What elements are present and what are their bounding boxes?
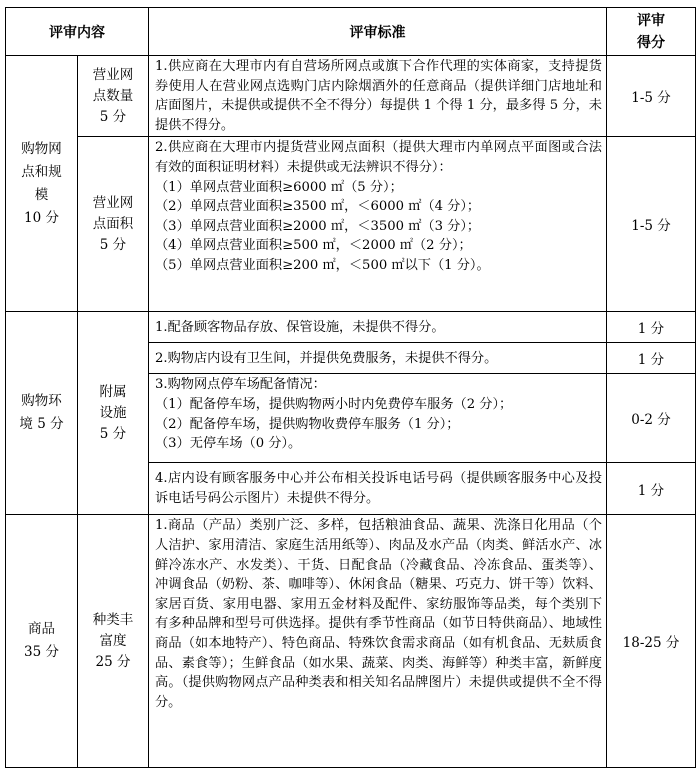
score-cell: 0-2 分 bbox=[607, 374, 696, 463]
subcategory-line: 5 分 bbox=[99, 108, 127, 125]
header-content: 评审内容 bbox=[6, 8, 149, 56]
table-row bbox=[6, 515, 696, 768]
subcategory-line: 附属 bbox=[99, 383, 127, 400]
subcategory-line: 设施 bbox=[99, 404, 127, 421]
table-row bbox=[6, 312, 696, 343]
category-line: 10 分 bbox=[24, 209, 59, 226]
option-line: （4）单网点营业面积≥500 ㎡，＜2000 ㎡（2 分）； bbox=[155, 238, 472, 254]
criterion-text: 2.购物店内设有卫生间，并提供免费服务，未提供不得分。 bbox=[155, 350, 498, 366]
option-line: （5）单网点营业面积≥200 ㎡，＜500 ㎡以下（1 分）。 bbox=[155, 257, 490, 273]
criterion-cell bbox=[149, 343, 607, 374]
subcategory-line: 种类丰 bbox=[92, 611, 134, 628]
subcategory-line: 5 分 bbox=[99, 236, 127, 253]
option-line: （1）配备停车场，提供购物两小时内免费停车服务（2 分）； bbox=[155, 396, 513, 412]
category-line: 35 分 bbox=[24, 644, 59, 661]
table-row bbox=[6, 56, 696, 137]
subcategory-line: 点面积 bbox=[92, 215, 134, 232]
criterion-cell bbox=[149, 374, 607, 463]
header-row bbox=[6, 8, 696, 56]
subcategory-line: 营业网 bbox=[92, 194, 134, 211]
score-cell: 1 分 bbox=[607, 312, 696, 343]
category-line: 模 bbox=[34, 186, 49, 203]
score-cell: 1 分 bbox=[607, 463, 696, 515]
subcategory-line: 富度 bbox=[99, 632, 127, 649]
criterion-cell bbox=[149, 515, 607, 768]
category-line: 购物网 bbox=[21, 140, 62, 157]
score-cell: 18-25 分 bbox=[607, 515, 696, 768]
category-line: 点和规 bbox=[21, 163, 62, 180]
criterion-text: 1.配备顾客物品存放、保管设施，未提供不得分。 bbox=[155, 319, 445, 335]
criterion-cell bbox=[149, 312, 607, 343]
criterion-text: 1.供应商在大理市内有自营场所网点或旗下合作代理的实体商家，支持提货券使用人在营业网点选购门店内除烟酒外的任意商品（提供详细门店地址和店面图片，未提供或提供不全不得分）每提供 1 个得 1 分，最多得 5 分，未提供不得分。 bbox=[155, 59, 602, 133]
header-score-line: 得分 bbox=[637, 34, 665, 51]
option-line: （2）单网点营业面积≥3500 ㎡，＜6000 ㎡（4 分）； bbox=[155, 199, 481, 215]
header-score-line: 评审 bbox=[637, 12, 665, 29]
criterion-text: 2.供应商在大理市内提货营业网点面积（提供大理市内单网点平面图或合法有效的面积证明材料）未提供或无法辨识不得分）： bbox=[155, 140, 602, 175]
score-cell: 1-5 分 bbox=[607, 137, 696, 312]
score-cell: 1 分 bbox=[607, 343, 696, 374]
criterion-text: 3.购物网点停车场配备情况： bbox=[155, 377, 326, 393]
subcategory-line: 营业网 bbox=[92, 66, 134, 83]
category-line: 购物环 bbox=[21, 393, 62, 410]
criterion-text: 4.店内设有顾客服务中心并公布相关投诉电话号码（提供顾客服务中心及投诉电话号码公示图片）未提供不得分。 bbox=[155, 471, 602, 506]
category-cell bbox=[6, 56, 78, 312]
subcategory-line: 5 分 bbox=[99, 425, 127, 442]
subcategory-cell bbox=[78, 137, 149, 312]
option-line: （1）单网点营业面积≥6000 ㎡（5 分）； bbox=[155, 179, 403, 195]
option-line: （2）配备停车场，提供购物收费停车服务（1 分）； bbox=[155, 416, 460, 432]
option-line: （3）无停车场（0 分）。 bbox=[155, 436, 302, 452]
criterion-cell bbox=[149, 137, 607, 312]
evaluation-table bbox=[5, 7, 696, 768]
category-cell bbox=[6, 312, 78, 515]
option-line: （3）单网点营业面积≥2000 ㎡，＜3500 ㎡（3 分）； bbox=[155, 218, 481, 234]
subcategory-line: 点数量 bbox=[92, 87, 134, 104]
table-row bbox=[6, 137, 696, 312]
subcategory-cell bbox=[78, 56, 149, 137]
subcategory-cell bbox=[78, 312, 149, 515]
subcategory-cell bbox=[78, 515, 149, 768]
criterion-cell bbox=[149, 56, 607, 137]
category-cell bbox=[6, 515, 78, 768]
category-line: 商品 bbox=[28, 621, 55, 638]
header-score bbox=[607, 8, 696, 56]
criterion-text: 1.商品（产品）类别广泛、多样，包括粮油食品、蔬果、洗涤日化用品（个人洁护、家用清洁、家庭生活用纸等）、肉品及水产品（肉类、鲜活水产、冰鲜冷冻水产、水发类）、干货、日配食品（冷藏食品、冷冻食品、蛋类等）、冲调食品（奶粉、茶、咖啡等）、休闲食品（糖果、巧克力、饼干等）饮料、家居百货、家用电器、家用五金材料及配件、家纺服饰等品类，每个类别下有多种品牌和型号可供选择。提供有季节性商品（如节日特供商品）、地域性商品（如本地特产）、特色商品、特殊饮食需求商品（如有机食品、无麸质食品、素食等）；生鲜食品（如水果、蔬菜、肉类、海鲜等）种类丰富，新鲜度高。（提供购物网点产品种类表和相关知名品牌图片）未提供或提供不全不得分。 bbox=[155, 518, 602, 710]
score-cell: 1-5 分 bbox=[607, 56, 696, 137]
criterion-cell bbox=[149, 463, 607, 515]
category-line: 境 5 分 bbox=[19, 416, 64, 433]
header-standard: 评审标准 bbox=[149, 8, 607, 56]
subcategory-line: 25 分 bbox=[95, 653, 131, 670]
